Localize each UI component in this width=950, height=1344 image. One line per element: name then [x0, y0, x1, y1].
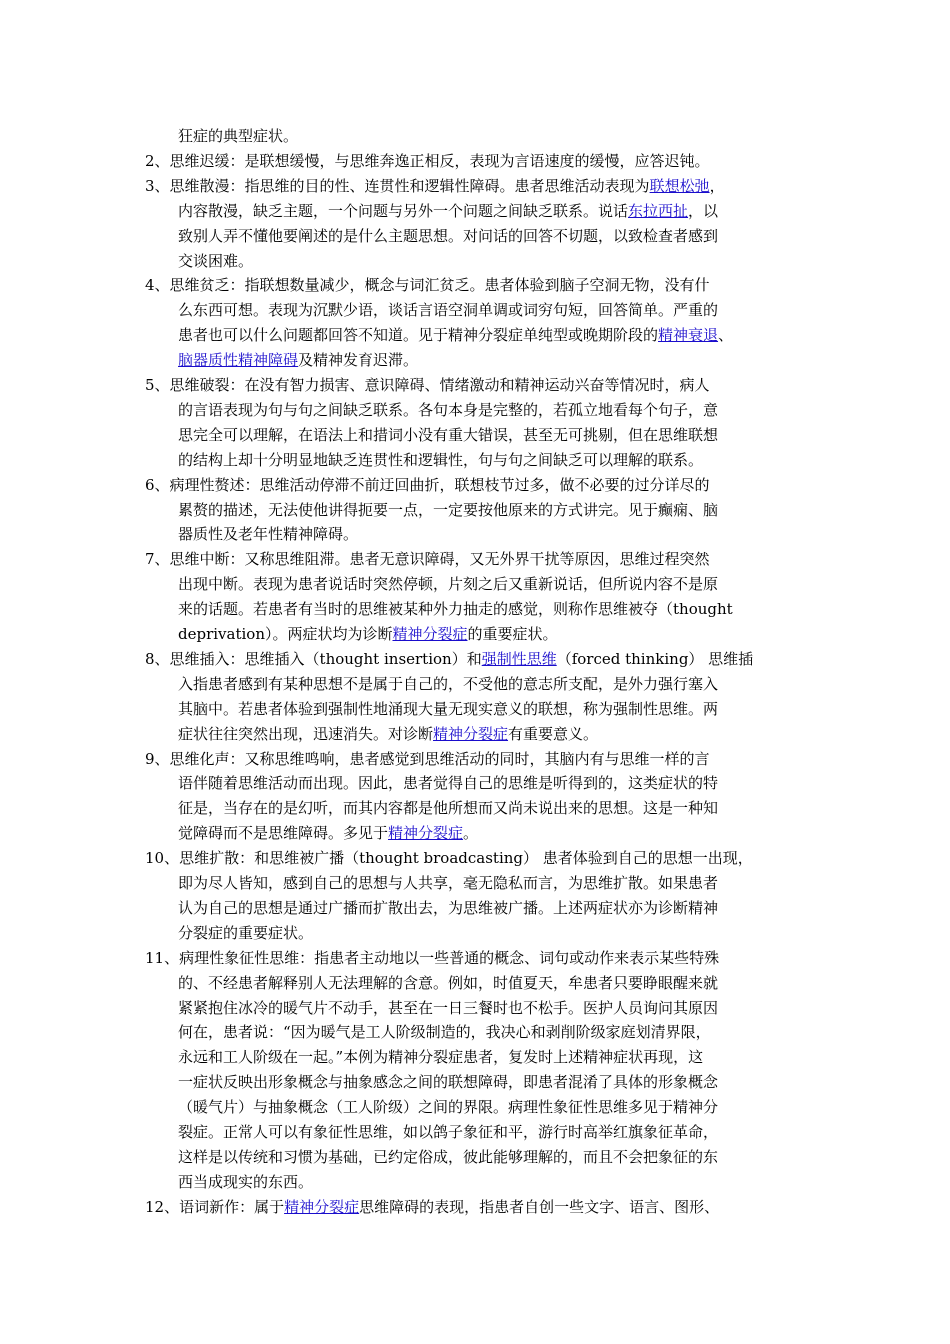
text-line-continued — [178, 722, 598, 747]
text-line-continued — [178, 796, 718, 821]
text-line-continued — [178, 448, 703, 473]
text-line-continued — [178, 597, 733, 622]
text-run: 思完全可以理解，在语法上和措词小没有重大错误，甚至无可挑剔，但在思维联想 — [178, 425, 719, 444]
text-line-continued — [178, 572, 718, 597]
text-line-continued — [178, 921, 313, 946]
text-run: 分裂症的重要症状。 — [178, 923, 314, 942]
text-run: 致别人弄不懂他要阐述的是什么主题思想。对问话的回答不切题，以致检查者感到 — [178, 226, 719, 245]
text-line-continued — [178, 996, 718, 1021]
text-run: 认为自己的思想是通过广播而扩散出去，为思维被广播。上述两症状亦为诊断精神 — [178, 898, 719, 917]
text-run: 累赘的描述，无法使他讲得扼要一点，一定要按他原来的方式讲完。见于癫痫、脑 — [178, 500, 719, 519]
text-line-continued — [178, 896, 718, 921]
text-line-continued — [178, 1070, 718, 1095]
text-line-item — [145, 149, 710, 174]
text-run: 12、语词新作：属于 — [145, 1197, 285, 1216]
text-run: 10、思维扩散：和思维被广播（thought broadcasting） 患者体验到自己的思想一出现， — [145, 849, 753, 868]
text-line-item — [145, 473, 710, 498]
text-run: 有重要意义。 — [508, 724, 599, 743]
text-line-continued — [178, 498, 718, 523]
text-run: 西当成现实的东西。 — [178, 1172, 314, 1191]
text-run: 9、思维化声：又称思维鸣响，患者感觉到思维活动的同时，其脑内有与思维一样的言 — [145, 749, 710, 768]
text-run: 何在，患者说：“因为暖气是工人阶级制造的，我决心和剥削阶级家庭划清界限， — [178, 1023, 711, 1042]
text-run: 及精神发育迟滞。 — [298, 351, 419, 370]
term-link[interactable]: 精神衰退 — [658, 326, 719, 345]
text-line-item — [145, 846, 753, 871]
text-line-item — [145, 946, 719, 971]
term-link[interactable]: 精神分裂症 — [388, 824, 464, 843]
text-run: 6、病理性赘述：思维活动停滞不前迂回曲折，联想枝节过多，做不必要的过分详尽的 — [145, 475, 710, 494]
text-run: 症状往往突然出现，迅速消失。对诊断 — [178, 724, 434, 743]
text-run: 内容散漫，缺乏主题，一个问题与另外一个问题之间缺乏联系。说话 — [178, 201, 629, 220]
text-line-continued — [178, 622, 558, 647]
text-line-item — [145, 273, 710, 298]
text-run: 8、思维插入：思维插入（thought insertion）和 — [145, 649, 482, 668]
text-run: 器质性及老年性精神障碍。 — [178, 525, 359, 544]
text-run: 征是，当存在的是幻听，而其内容都是他所想而又尚未说出来的思想。这是一种知 — [178, 799, 719, 818]
text-run: 11、病理性象征性思维：指患者主动地以一些普通的概念、词句或动作来表示某些特殊 — [145, 948, 720, 967]
text-run: 的、不经患者解释别人无法理解的含意。例如，时值夏天，牟患者只要睁眼醒来就 — [178, 973, 719, 992]
term-link[interactable]: 东拉西扯 — [628, 201, 689, 220]
text-line-continued — [178, 398, 718, 423]
text-run: 么东西可想。表现为沉默少语，谈话言语空洞单调或词穷句短，回答简单。严重的 — [178, 301, 719, 320]
text-run: 出现中断。表现为患者说话时突然停顿，片刻之后又重新说话，但所说内容不是原 — [178, 575, 719, 594]
text-run: 5、思维破裂：在没有智力损害、意识障碍、情绪激动和精神运动兴奋等情况时，病人 — [145, 376, 710, 394]
text-run: 的重要症状。 — [467, 625, 558, 643]
text-line-continued — [178, 124, 298, 149]
text-run: 交谈困难。 — [178, 251, 254, 270]
text-run: 、 — [718, 326, 734, 345]
text-run: 一症状反映出形象概念与抽象感念之间的联想障碍，即患者混淆了具体的形象概念 — [178, 1073, 719, 1092]
text-run: 思维障碍的表现，指患者自创一些文字、语言、图形、 — [359, 1197, 720, 1216]
text-run: （暖气片）与抽象概念（工人阶级）之间的界限。病理性象征性思维多见于精神分 — [178, 1098, 719, 1117]
text-run: 的结构上却十分明显地缺乏连贯性和逻辑性，句与句之间缺乏可以理解的联系。 — [178, 450, 704, 469]
text-line-continued — [178, 249, 253, 274]
text-run: 。 — [463, 824, 479, 843]
text-line-continued — [178, 298, 718, 323]
text-line-continued — [178, 1170, 313, 1195]
term-link[interactable]: 精神分裂症 — [433, 724, 509, 743]
text-run: 7、思维中断：又称思维阻滞。患者无意识障碍，又无外界干扰等原因，思维过程突然 — [145, 550, 710, 569]
text-run: 入指患者感到有某种思想不是属于自己的，不受他的意志所支配，是外力强行塞入 — [178, 674, 719, 693]
text-line-continued — [178, 971, 718, 996]
text-line-continued — [178, 522, 358, 547]
text-line-continued — [178, 871, 718, 896]
term-link[interactable]: 强制性思维 — [481, 649, 557, 668]
text-run: deprivation）。两症状均为诊断 — [178, 625, 393, 643]
text-run: 即为尽人皆知，感到自己的思想与人共享，毫无隐私而言，为思维扩散。如果患者 — [178, 874, 719, 892]
text-line-continued — [178, 672, 718, 697]
text-run: 来的话题。若患者有当时的思维被某种外力抽走的感觉，则称作思维被夺（thought — [178, 600, 733, 619]
text-run: 裂症。正常人可以有象征性思维，如以鸽子象征和平，游行时高举红旗象征革命， — [178, 1123, 719, 1141]
text-run: 这样是以传统和习惯为基础，已约定俗成，彼此能够理解的，而且不会把象征的东 — [178, 1147, 719, 1166]
text-line-item — [145, 373, 710, 398]
text-run: 患者也可以什么问题都回答不知道。见于精神分裂症单纯型或晚期阶段的 — [178, 326, 659, 345]
text-line-continued — [178, 771, 718, 796]
text-run: 觉障碍而不是思维障碍。多见于 — [178, 824, 389, 843]
text-run: 紧紧抱住冰冷的暖气片不动手，甚至在一日三餐时也不松手。医护人员询问其原因 — [178, 998, 719, 1017]
text-line-continued — [178, 1095, 718, 1120]
text-run: 的言语表现为句与句之间缺乏联系。各句本身是完整的，若孤立地看每个句子，意 — [178, 400, 719, 419]
text-run: 4、思维贫乏：指联想数量减少，概念与词汇贫乏。患者体验到脑子空洞无物，没有什 — [145, 276, 710, 295]
text-line-continued — [178, 199, 718, 224]
text-line-continued — [178, 348, 418, 373]
text-run: 狂症的典型症状。 — [178, 127, 299, 145]
term-link[interactable]: 精神分裂症 — [284, 1197, 360, 1216]
text-line-continued — [178, 697, 718, 722]
text-run: ，以 — [688, 201, 719, 220]
term-link[interactable]: 联想松弛 — [649, 176, 710, 195]
text-run: 其脑中。若患者体验到强制性地涌现大量无现实意义的联想，称为强制性思维。两 — [178, 699, 719, 718]
text-line-item — [145, 1195, 719, 1220]
text-line-continued — [178, 224, 718, 249]
term-link[interactable]: 脑器质性精神障碍 — [178, 351, 299, 370]
term-link[interactable]: 精神分裂症 — [392, 625, 468, 643]
text-run: ， — [709, 176, 725, 195]
text-line-continued — [178, 1045, 703, 1070]
text-line-item — [145, 647, 753, 672]
text-line-continued — [178, 1120, 718, 1145]
text-line-continued — [178, 821, 478, 846]
text-line-continued — [178, 1020, 711, 1045]
text-line-continued — [178, 323, 733, 348]
text-run: （forced thinking） 思维插 — [556, 649, 754, 668]
text-line-continued — [178, 1145, 718, 1170]
text-run: 3、思维散漫：指思维的目的性、连贯性和逻辑性障碍。患者思维活动表现为 — [145, 176, 650, 195]
text-run: 2、思维迟缓：是联想缓慢，与思维奔逸正相反，表现为言语速度的缓慢，应答迟钝。 — [145, 151, 710, 170]
text-line-item — [145, 747, 710, 772]
text-run: 语伴随着思维活动而出现。因此，患者觉得自己的思维是听得到的，这类症状的特 — [178, 774, 719, 793]
text-line-item — [145, 547, 710, 572]
text-run: 永远和工人阶级在一起。”本例为精神分裂症患者，复发时上述精神症状再现，这 — [178, 1048, 704, 1067]
text-line-continued — [178, 423, 718, 448]
text-line-item — [145, 174, 725, 199]
